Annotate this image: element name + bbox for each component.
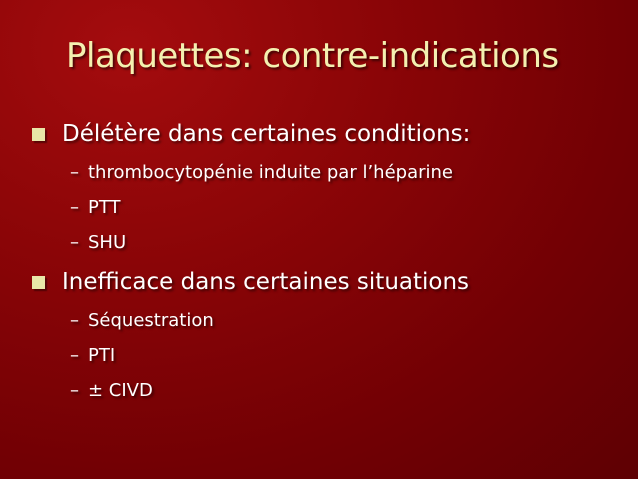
- bullet-text: Délétère dans certaines conditions:: [62, 121, 471, 147]
- sub-item: [70, 378, 153, 404]
- sub-item-text: Séquestration: [88, 310, 214, 331]
- dash-icon: –: [70, 232, 79, 253]
- sub-item-text: ± CIVD: [88, 380, 153, 401]
- dash-icon: –: [70, 380, 79, 401]
- bullet-text: Inefficace dans certaines situations: [62, 269, 470, 295]
- sub-item: [70, 343, 115, 369]
- dash-icon: –: [70, 197, 79, 218]
- dash-icon: –: [70, 310, 79, 331]
- slide-title: Plaquettes: contre-indications: [66, 36, 559, 76]
- sub-item: [70, 160, 453, 186]
- square-bullet-icon: [32, 276, 45, 289]
- sub-item-text: SHU: [88, 232, 127, 253]
- sub-item-text: thrombocytopénie induite par l’héparine: [88, 162, 454, 183]
- sub-item-text: PTT: [88, 197, 121, 218]
- dash-icon: –: [70, 162, 79, 183]
- sub-item-text: PTI: [88, 345, 116, 366]
- dash-icon: –: [70, 345, 79, 366]
- sub-item: [70, 195, 121, 221]
- sub-item: [70, 230, 126, 256]
- square-bullet-icon: [32, 128, 45, 141]
- sub-item: [70, 308, 214, 334]
